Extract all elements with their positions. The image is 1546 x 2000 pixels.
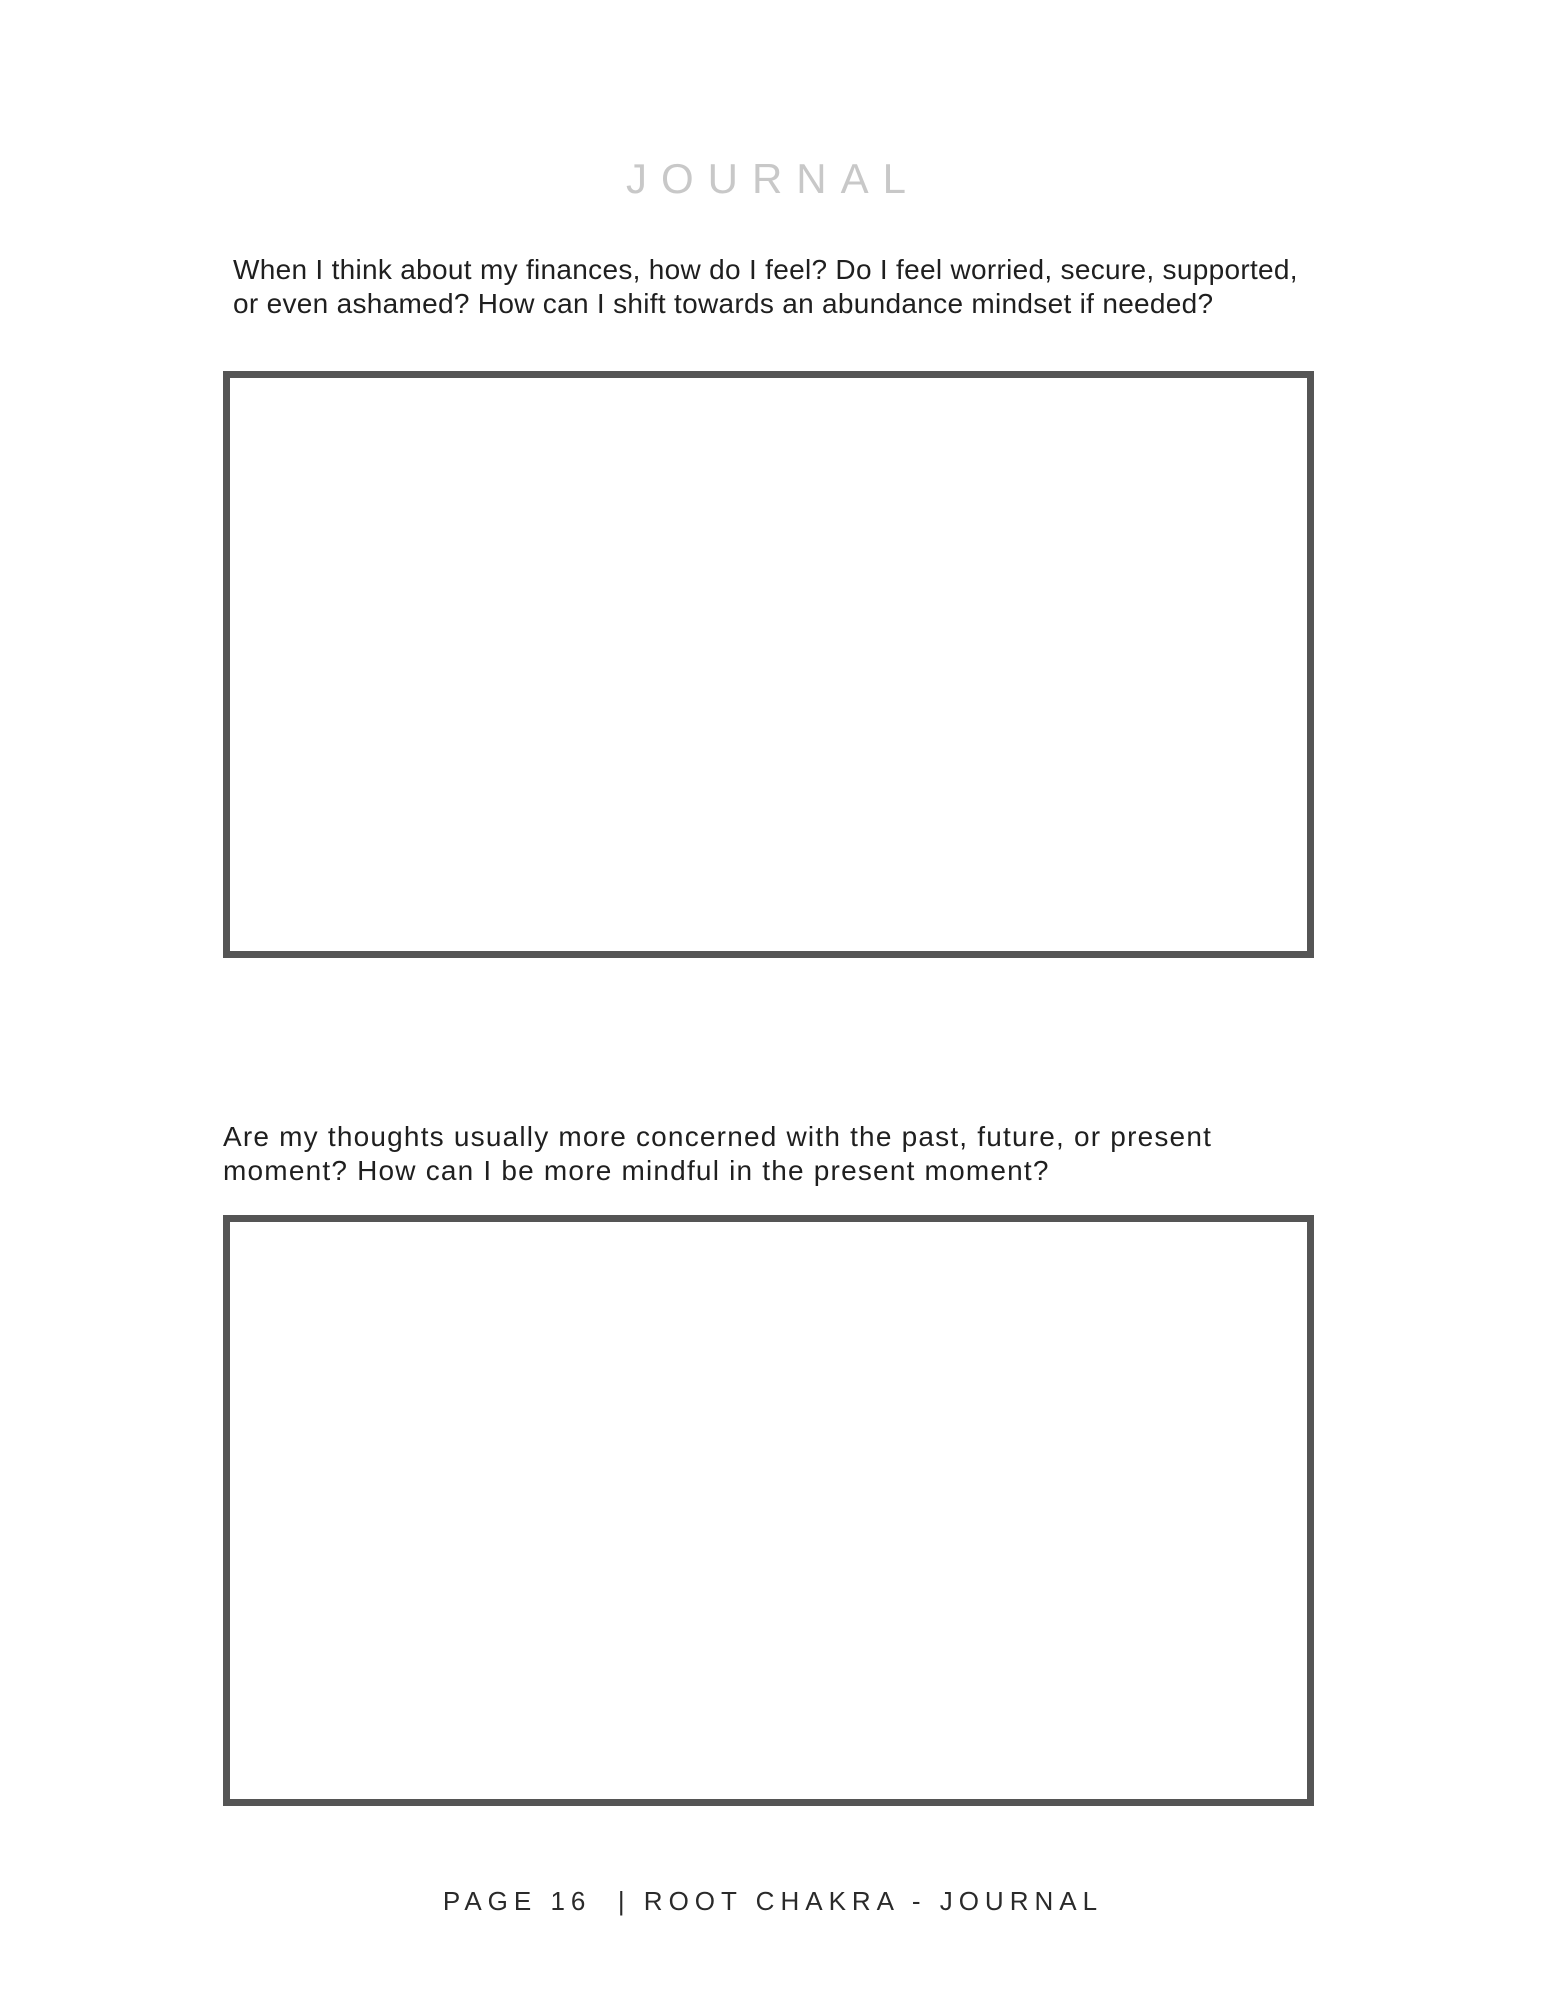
- page-title: JOURNAL: [625, 155, 921, 202]
- journal-prompt-mindfulness: Are my thoughts usually more concerned with the past, future, or present moment? How can I be more mindful in the present moment?: [223, 1121, 1213, 1186]
- answer-box-mindfulness[interactable]: [223, 1215, 1314, 1806]
- page-footer: PAGE 16 | ROOT CHAKRA - JOURNAL: [442, 1886, 1104, 1916]
- journal-prompt-finances: When I think about my finances, how do I feel? Do I feel worried, secure, supported, or even ashamed? How can I shift towards an abundance mindset if needed?: [233, 254, 1298, 319]
- answer-box-finances[interactable]: [223, 371, 1314, 958]
